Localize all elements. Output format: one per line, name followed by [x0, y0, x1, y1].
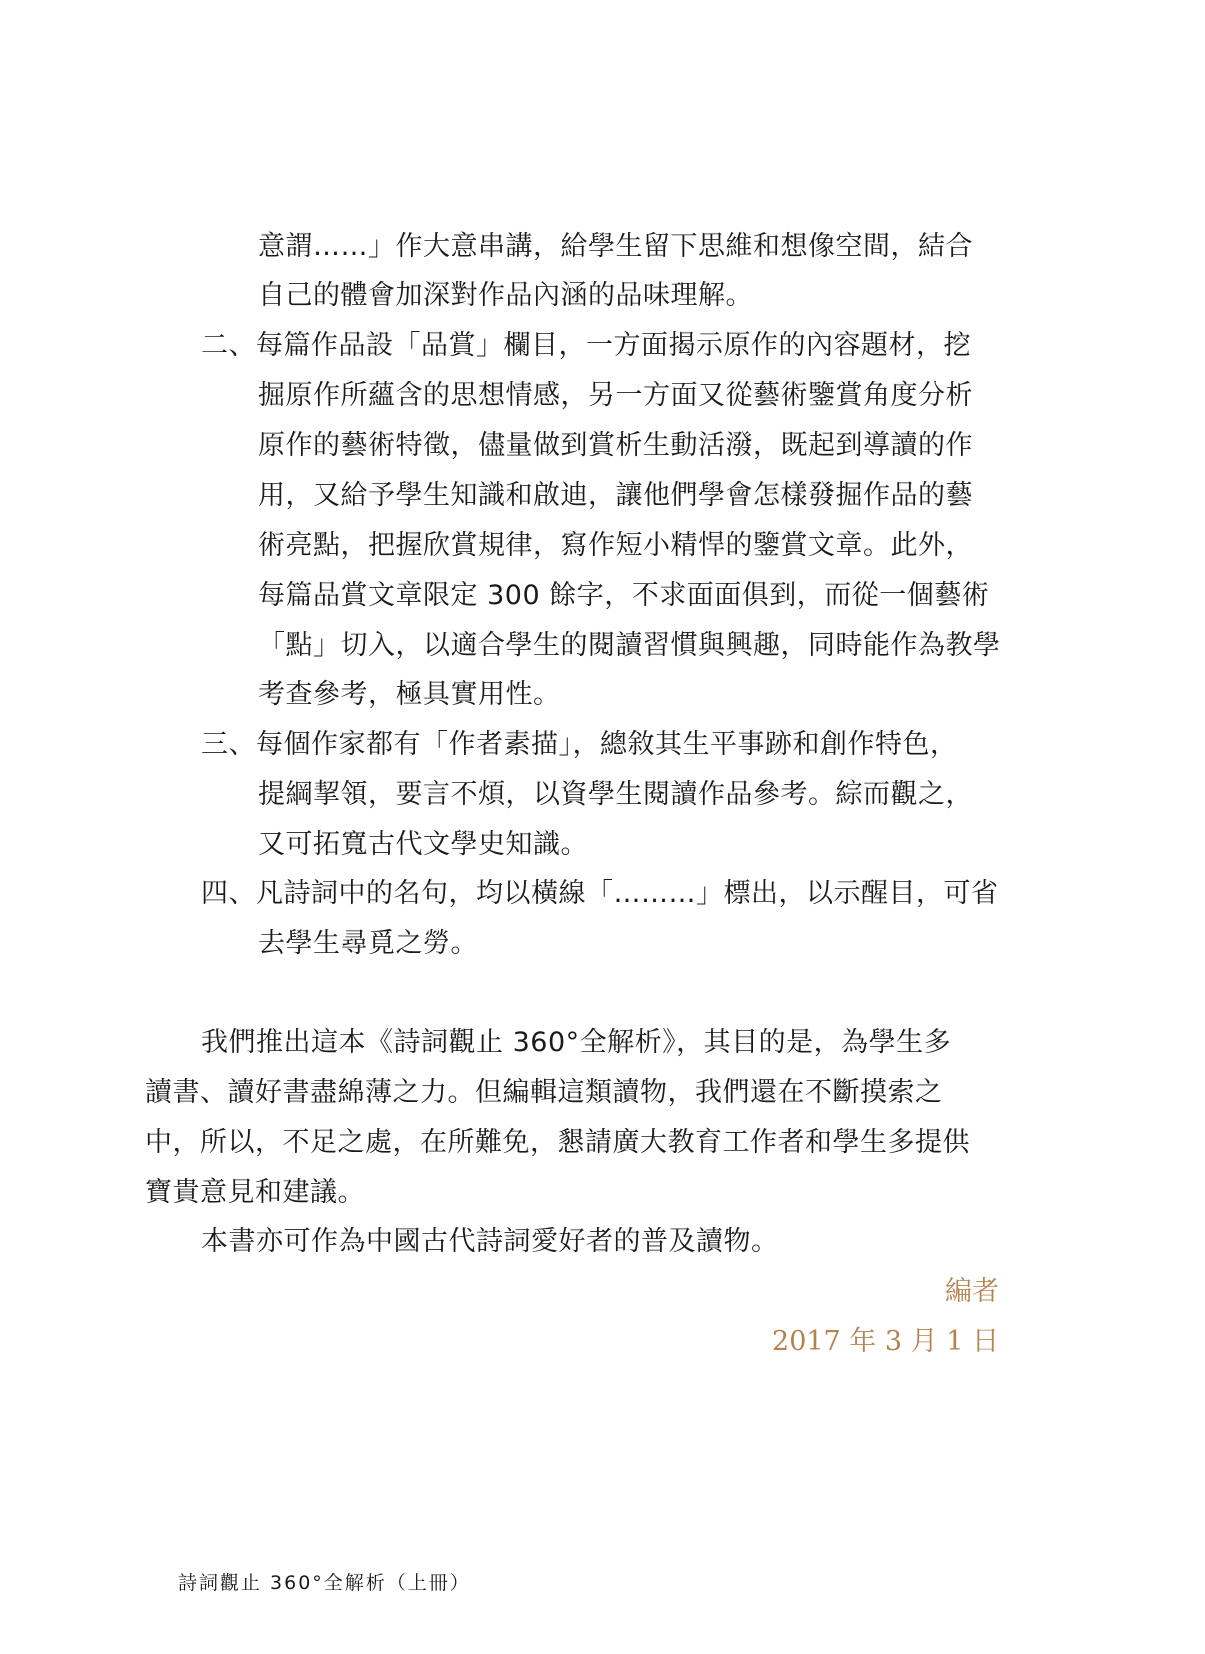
item-two-line-1: 二、每篇作品設「品賞」欄目，一方面揭示原作的內容題材，挖: [201, 330, 971, 361]
item-two-line-4: 用，又給予學生知識和啟迪，讓他們學會怎樣發掘作品的藝: [258, 480, 973, 511]
item-three-line-1: 三、每個作家都有「作者素描」，總敘其生平事跡和創作特色，: [201, 729, 958, 760]
closing-note: 本書亦可作為中國古代詩詞愛好者的普及讀物。: [201, 1226, 779, 1257]
closing-para-line-4: 寶貴意見和建議。: [145, 1177, 365, 1208]
item-two-line-8: 考查參考，極具實用性。: [258, 679, 561, 710]
body-line-2: 自己的體會加深對作品內涵的品味理解。: [258, 280, 753, 311]
item-three-line-3: 又可拓寬古代文學史知識。: [258, 829, 588, 860]
item-four-line-2: 去學生尋覓之勞。: [258, 928, 478, 959]
item-two-line-6: 每篇品賞文章限定 300 餘字，不求面面俱到，而從一個藝術: [258, 580, 990, 611]
closing-para-line-2: 讀書、讀好書盡綿薄之力。但編輯這類讀物，我們還在不斷摸索之: [145, 1077, 943, 1108]
closing-para-line-1: 我們推出這本《詩詞觀止 360°全解析》，其目的是，為學生多: [201, 1027, 952, 1058]
running-footer: 詩詞觀止 360°全解析（上冊）: [178, 1572, 471, 1594]
item-three-line-2: 提綱挈領，要言不煩，以資學生閱讀作品參考。綜而觀之，: [258, 779, 973, 810]
item-two-line-3: 原作的藝術特徵，儘量做到賞析生動活潑，既起到導讀的作: [258, 430, 973, 461]
item-four-line-1: 四、凡詩詞中的名句，均以橫線「………」標出，以示醒目，可省: [201, 878, 999, 909]
signature-author: 編者: [945, 1276, 999, 1307]
item-two-line-5: 術亮點，把握欣賞規律，寫作短小精悍的鑒賞文章。此外，: [258, 530, 973, 561]
body-line-1: 意謂……」作大意串講，給學生留下思維和想像空間，結合: [258, 231, 973, 262]
item-two-line-2: 掘原作所蘊含的思想情感，另一方面又從藝術鑒賞角度分析: [258, 380, 973, 411]
item-two-line-7: 「點」切入，以適合學生的閱讀習慣與興趣，同時能作為教學: [258, 630, 1001, 661]
signature-date: 2017 年 3 月 1 日: [772, 1326, 999, 1357]
closing-para-line-3: 中，所以，不足之處，在所難免，懇請廣大教育工作者和學生多提供: [145, 1127, 970, 1158]
